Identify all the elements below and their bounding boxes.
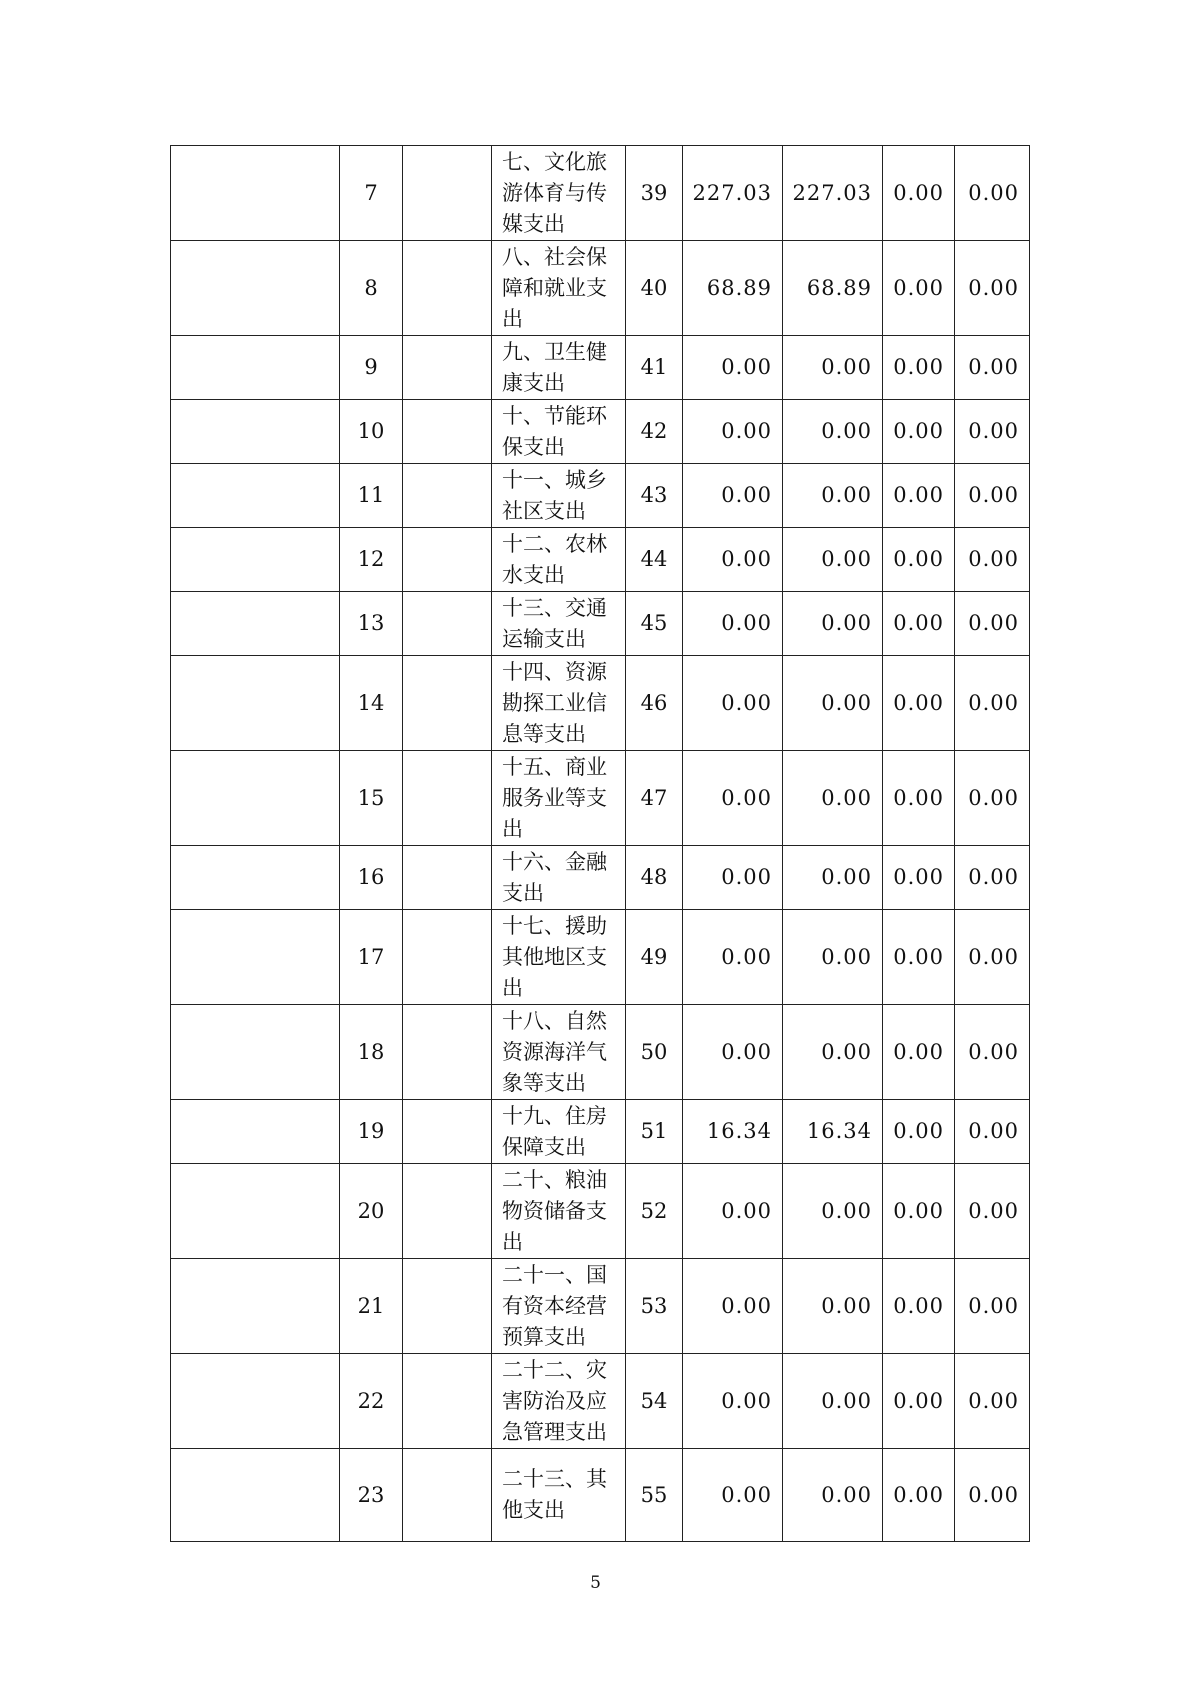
amount-cell: 0.00	[955, 656, 1030, 751]
amount-cell: 0.00	[683, 1164, 783, 1259]
line-number-cell: 43	[626, 464, 683, 528]
amount-cell: 0.00	[683, 464, 783, 528]
amount-cell: 0.00	[955, 751, 1030, 846]
amount-cell: 0.00	[783, 656, 883, 751]
amount-cell: 0.00	[883, 1100, 955, 1164]
amount-cell: 0.00	[955, 241, 1030, 336]
amount-cell: 68.89	[683, 241, 783, 336]
table-row	[171, 1259, 1030, 1354]
table-row	[171, 464, 1030, 528]
seq-cell: 22	[340, 1354, 403, 1449]
empty-cell	[171, 1449, 340, 1542]
table-row	[171, 910, 1030, 1005]
item-name-cell: 十一、城乡社区支出	[492, 464, 626, 528]
amount-cell: 0.00	[883, 1354, 955, 1449]
table-row	[171, 846, 1030, 910]
empty-cell	[403, 1100, 492, 1164]
amount-cell: 0.00	[883, 846, 955, 910]
amount-cell: 0.00	[783, 1005, 883, 1100]
seq-cell: 19	[340, 1100, 403, 1164]
empty-cell	[171, 910, 340, 1005]
amount-cell: 0.00	[783, 336, 883, 400]
amount-cell: 0.00	[783, 400, 883, 464]
line-number-cell: 39	[626, 146, 683, 241]
line-number-cell: 49	[626, 910, 683, 1005]
item-name-cell: 十五、商业服务业等支出	[492, 751, 626, 846]
line-number-cell: 55	[626, 1449, 683, 1542]
line-number-cell: 40	[626, 241, 683, 336]
amount-cell: 0.00	[955, 1354, 1030, 1449]
amount-cell: 0.00	[783, 1259, 883, 1354]
line-number-cell: 47	[626, 751, 683, 846]
item-name-cell: 二十、粮油物资储备支出	[492, 1164, 626, 1259]
amount-cell: 0.00	[955, 592, 1030, 656]
seq-cell: 10	[340, 400, 403, 464]
table-row	[171, 592, 1030, 656]
empty-cell	[171, 400, 340, 464]
seq-cell: 7	[340, 146, 403, 241]
amount-cell: 0.00	[683, 528, 783, 592]
line-number-cell: 51	[626, 1100, 683, 1164]
line-number-cell: 44	[626, 528, 683, 592]
amount-cell: 0.00	[683, 336, 783, 400]
seq-cell: 13	[340, 592, 403, 656]
item-name-cell: 十七、援助其他地区支出	[492, 910, 626, 1005]
amount-cell: 227.03	[783, 146, 883, 241]
amount-cell: 16.34	[783, 1100, 883, 1164]
item-name-cell: 七、文化旅游体育与传媒支出	[492, 146, 626, 241]
amount-cell: 0.00	[683, 656, 783, 751]
table-row	[171, 146, 1030, 241]
seq-cell: 18	[340, 1005, 403, 1100]
empty-cell	[403, 336, 492, 400]
empty-cell	[403, 1449, 492, 1542]
amount-cell: 0.00	[883, 146, 955, 241]
empty-cell	[171, 1005, 340, 1100]
amount-cell: 0.00	[955, 1449, 1030, 1542]
amount-cell: 0.00	[883, 592, 955, 656]
amount-cell: 0.00	[883, 751, 955, 846]
table-row	[171, 241, 1030, 336]
empty-cell	[403, 1164, 492, 1259]
item-name-cell: 十三、交通运输支出	[492, 592, 626, 656]
table-row	[171, 1005, 1030, 1100]
amount-cell: 0.00	[683, 910, 783, 1005]
amount-cell: 0.00	[683, 846, 783, 910]
empty-cell	[403, 1354, 492, 1449]
item-name-cell: 九、卫生健康支出	[492, 336, 626, 400]
amount-cell: 0.00	[683, 592, 783, 656]
amount-cell: 0.00	[955, 1005, 1030, 1100]
line-number-cell: 42	[626, 400, 683, 464]
amount-cell: 0.00	[683, 1354, 783, 1449]
amount-cell: 0.00	[883, 241, 955, 336]
amount-cell: 0.00	[783, 1164, 883, 1259]
amount-cell: 0.00	[683, 1449, 783, 1542]
line-number-cell: 50	[626, 1005, 683, 1100]
amount-cell: 0.00	[683, 400, 783, 464]
empty-cell	[403, 400, 492, 464]
seq-cell: 16	[340, 846, 403, 910]
empty-cell	[403, 592, 492, 656]
empty-cell	[403, 910, 492, 1005]
item-name-cell: 十六、金融支出	[492, 846, 626, 910]
empty-cell	[403, 241, 492, 336]
amount-cell: 0.00	[883, 336, 955, 400]
amount-cell: 0.00	[683, 1259, 783, 1354]
empty-cell	[403, 846, 492, 910]
amount-cell: 0.00	[783, 464, 883, 528]
line-number-cell: 53	[626, 1259, 683, 1354]
empty-cell	[171, 528, 340, 592]
line-number-cell: 45	[626, 592, 683, 656]
seq-cell: 15	[340, 751, 403, 846]
item-name-cell: 二十二、灾害防治及应急管理支出	[492, 1354, 626, 1449]
amount-cell: 0.00	[955, 464, 1030, 528]
table-row	[171, 336, 1030, 400]
table-row	[171, 1164, 1030, 1259]
empty-cell	[403, 751, 492, 846]
amount-cell: 16.34	[683, 1100, 783, 1164]
seq-cell: 8	[340, 241, 403, 336]
amount-cell: 0.00	[883, 1005, 955, 1100]
empty-cell	[403, 146, 492, 241]
amount-cell: 0.00	[955, 336, 1030, 400]
amount-cell: 0.00	[883, 464, 955, 528]
table-row	[171, 1100, 1030, 1164]
amount-cell: 0.00	[955, 910, 1030, 1005]
empty-cell	[171, 241, 340, 336]
empty-cell	[171, 751, 340, 846]
empty-cell	[171, 1259, 340, 1354]
page-number: 5	[590, 1573, 601, 1593]
amount-cell: 0.00	[783, 910, 883, 1005]
empty-cell	[171, 336, 340, 400]
amount-cell: 0.00	[683, 751, 783, 846]
budget-expenditure-table	[170, 145, 1030, 1542]
amount-cell: 0.00	[955, 1100, 1030, 1164]
empty-cell	[171, 656, 340, 751]
amount-cell: 0.00	[783, 846, 883, 910]
line-number-cell: 46	[626, 656, 683, 751]
table-row	[171, 1449, 1030, 1542]
table-row	[171, 656, 1030, 751]
amount-cell: 0.00	[955, 146, 1030, 241]
amount-cell: 0.00	[883, 910, 955, 1005]
line-number-cell: 41	[626, 336, 683, 400]
amount-cell: 0.00	[783, 1354, 883, 1449]
item-name-cell: 十二、农林水支出	[492, 528, 626, 592]
line-number-cell: 54	[626, 1354, 683, 1449]
empty-cell	[171, 1100, 340, 1164]
item-name-cell: 二十三、其他支出	[492, 1449, 626, 1542]
empty-cell	[171, 1164, 340, 1259]
amount-cell: 0.00	[883, 400, 955, 464]
amount-cell: 0.00	[783, 751, 883, 846]
empty-cell	[171, 464, 340, 528]
item-name-cell: 十八、自然资源海洋气象等支出	[492, 1005, 626, 1100]
item-name-cell: 八、社会保障和就业支出	[492, 241, 626, 336]
table-row	[171, 400, 1030, 464]
amount-cell: 68.89	[783, 241, 883, 336]
amount-cell: 0.00	[955, 846, 1030, 910]
amount-cell: 0.00	[955, 1259, 1030, 1354]
amount-cell: 0.00	[955, 400, 1030, 464]
amount-cell: 0.00	[783, 1449, 883, 1542]
item-name-cell: 十四、资源勘探工业信息等支出	[492, 656, 626, 751]
table-row	[171, 751, 1030, 846]
empty-cell	[171, 846, 340, 910]
seq-cell: 20	[340, 1164, 403, 1259]
amount-cell: 0.00	[883, 656, 955, 751]
item-name-cell: 十九、住房保障支出	[492, 1100, 626, 1164]
empty-cell	[403, 1005, 492, 1100]
amount-cell: 0.00	[883, 1259, 955, 1354]
amount-cell: 0.00	[783, 592, 883, 656]
amount-cell: 227.03	[683, 146, 783, 241]
amount-cell: 0.00	[955, 1164, 1030, 1259]
amount-cell: 0.00	[883, 528, 955, 592]
line-number-cell: 48	[626, 846, 683, 910]
seq-cell: 14	[340, 656, 403, 751]
seq-cell: 23	[340, 1449, 403, 1542]
item-name-cell: 二十一、国有资本经营预算支出	[492, 1259, 626, 1354]
amount-cell: 0.00	[955, 528, 1030, 592]
empty-cell	[171, 592, 340, 656]
empty-cell	[171, 1354, 340, 1449]
amount-cell: 0.00	[783, 528, 883, 592]
table-row	[171, 1354, 1030, 1449]
empty-cell	[171, 146, 340, 241]
empty-cell	[403, 656, 492, 751]
amount-cell: 0.00	[883, 1449, 955, 1542]
item-name-cell: 十、节能环保支出	[492, 400, 626, 464]
line-number-cell: 52	[626, 1164, 683, 1259]
seq-cell: 12	[340, 528, 403, 592]
seq-cell: 9	[340, 336, 403, 400]
seq-cell: 17	[340, 910, 403, 1005]
empty-cell	[403, 528, 492, 592]
table-body	[171, 146, 1030, 1542]
seq-cell: 21	[340, 1259, 403, 1354]
amount-cell: 0.00	[883, 1164, 955, 1259]
amount-cell: 0.00	[683, 1005, 783, 1100]
table-row	[171, 528, 1030, 592]
empty-cell	[403, 464, 492, 528]
seq-cell: 11	[340, 464, 403, 528]
empty-cell	[403, 1259, 492, 1354]
